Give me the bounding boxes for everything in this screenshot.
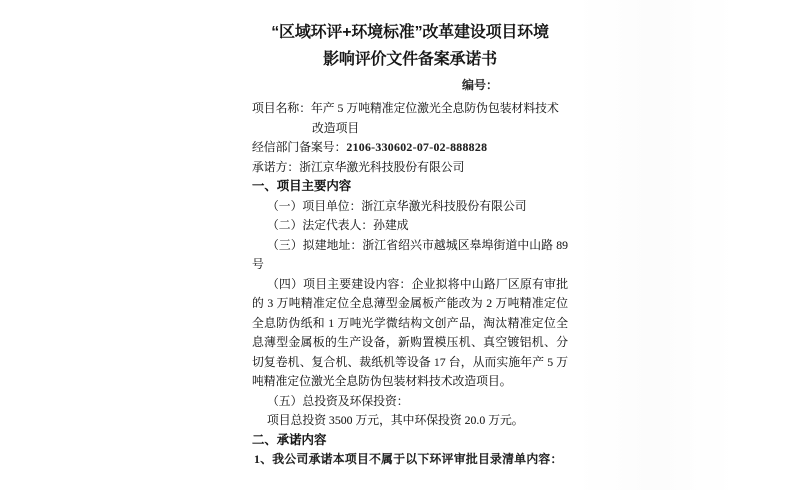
- record-number-label: 经信部门备案号：: [252, 140, 347, 154]
- section-1-heading: 一、项目主要内容: [252, 179, 352, 193]
- serial-number-label: 编号：: [462, 78, 499, 92]
- section-2-pledge-line: 1、我公司承诺本项目不属于以下环评审批目录清单内容：: [254, 452, 563, 466]
- section-1-investment-line: 项目总投资 3500 万元，其中环保投资 20.0 万元。: [267, 413, 524, 427]
- project-name-label: 项目名称：: [252, 101, 311, 115]
- commitment-letter-document: [252, 0, 568, 470]
- record-number-value: 2106-330602-07-02-888828: [346, 140, 488, 154]
- project-name-value: 年产 5 万吨精准定位激光全息防伪包装材料技术改造项目: [311, 101, 559, 135]
- document-title-line-1: “区域环评+环境标准”改革建设项目环境: [271, 24, 549, 41]
- promisor-field: [252, 158, 568, 178]
- section-1-item-project-unit: （一）项目单位：浙江京华激光科技股份有限公司: [267, 198, 527, 213]
- serial-number-row: [252, 78, 568, 93]
- promisor-value: 浙江京华激光科技股份有限公司: [299, 159, 465, 174]
- promisor-label: 承诺方：: [252, 159, 300, 174]
- section-1-item-construction-content: （四）项目主要建设内容：企业拟将中山路厂区原有审批的 3 万吨精准定位全息薄型金属板产能改为 2 万吨精准定位全息防伪纸和 1 万吨光学微结构文创产品，淘汰精准定位全息薄型金属板的生产设备，新购置模压机、真空镀铝机、分切复卷机、复合机、裁纸机等设备 17 台，从而实施年产 5 万吨精准定位激光全息防伪包装材料技术改造项目。: [252, 276, 568, 388]
- section-2-heading: 二、承诺内容: [252, 432, 327, 447]
- section-1-item-investment-heading: （五）总投资及环保投资：: [267, 393, 409, 408]
- document-title-line-2: 影响评价文件备案承诺书: [323, 51, 497, 68]
- section-1-item-legal-representative: （二）法定代表人：孙建成: [267, 218, 409, 232]
- document-body: [252, 99, 568, 470]
- project-name-field: [252, 99, 568, 138]
- section-1-item-proposed-site: （三）拟建地址：浙江省绍兴市越城区皋埠街道中山路 89 号: [252, 237, 568, 271]
- record-number-field: [252, 138, 568, 158]
- document-title: [252, 19, 568, 73]
